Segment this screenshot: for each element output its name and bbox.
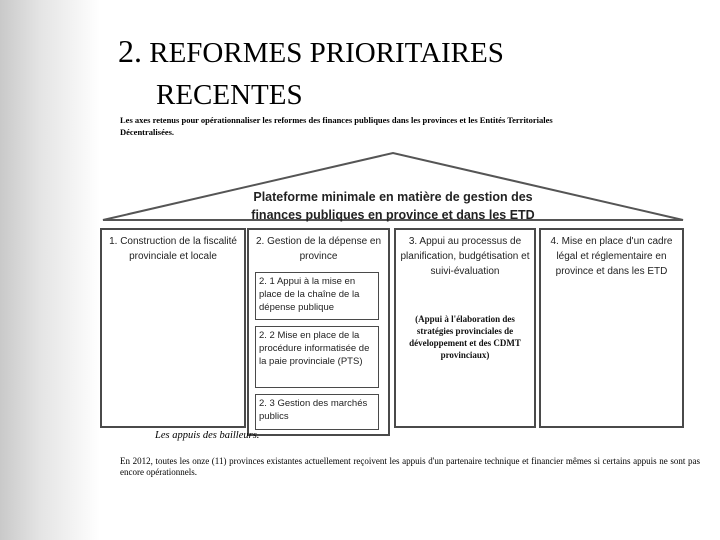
subitem-2-3: 2. 3 Gestion des marchés publics [255, 394, 379, 430]
figure-caption: Les appuis des bailleurs. [155, 430, 260, 441]
pillar-4-label: 4. Mise en place d'un cadre légal et réglementaire en province et dans les ETD [550, 236, 673, 277]
roof-title-line-2: finances publiques en province et dans les ETD [251, 208, 535, 222]
title-line-1: REFORMES PRIORITAIRES [149, 37, 504, 69]
pillar-4 [539, 228, 684, 428]
intro-text: Les axes retenus pour opérationnaliser les reformes des finances publiques dans les provinces et les Entités Territoriales Décentralisées. [120, 115, 553, 137]
pillar-3 [394, 228, 536, 428]
decorative-side-bar [0, 0, 100, 540]
pillar-3-note: (Appui à l'élaboration des stratégies provinciales de développement et des CDMT provinciaux) [409, 314, 521, 360]
pillar-1-label: 1. Construction de la fiscalité provinciale et locale [109, 236, 237, 262]
slide-title [118, 30, 504, 116]
roof-title [100, 188, 686, 224]
subitem-2-2: 2. 2 Mise en place de la procédure informatisée de la paie provinciale (PTS) [255, 326, 379, 388]
title-number: 2. [118, 33, 142, 69]
reform-diagram [100, 150, 686, 440]
pillar-1 [100, 228, 246, 428]
title-line-2: RECENTES [156, 79, 303, 111]
pillar-2-label: 2. Gestion de la dépense en province [255, 236, 382, 262]
pillar-3-label: 3. Appui au processus de planification, budgétisation et suivi-évaluation [400, 236, 530, 277]
body-paragraph: En 2012, toutes les onze (11) provinces existantes actuellement reçoivent les appuis d'un partenaire technique et financier mêmes si certains appuis ne sont pas encore opérationnels. [120, 456, 700, 477]
roof-title-line-1: Plateforme minimale en matière de gestion des [253, 190, 533, 204]
pillar-2 [247, 228, 390, 436]
subitem-2-1: 2. 1 Appui à la mise en place de la chaîne de la dépense publique [255, 272, 379, 320]
